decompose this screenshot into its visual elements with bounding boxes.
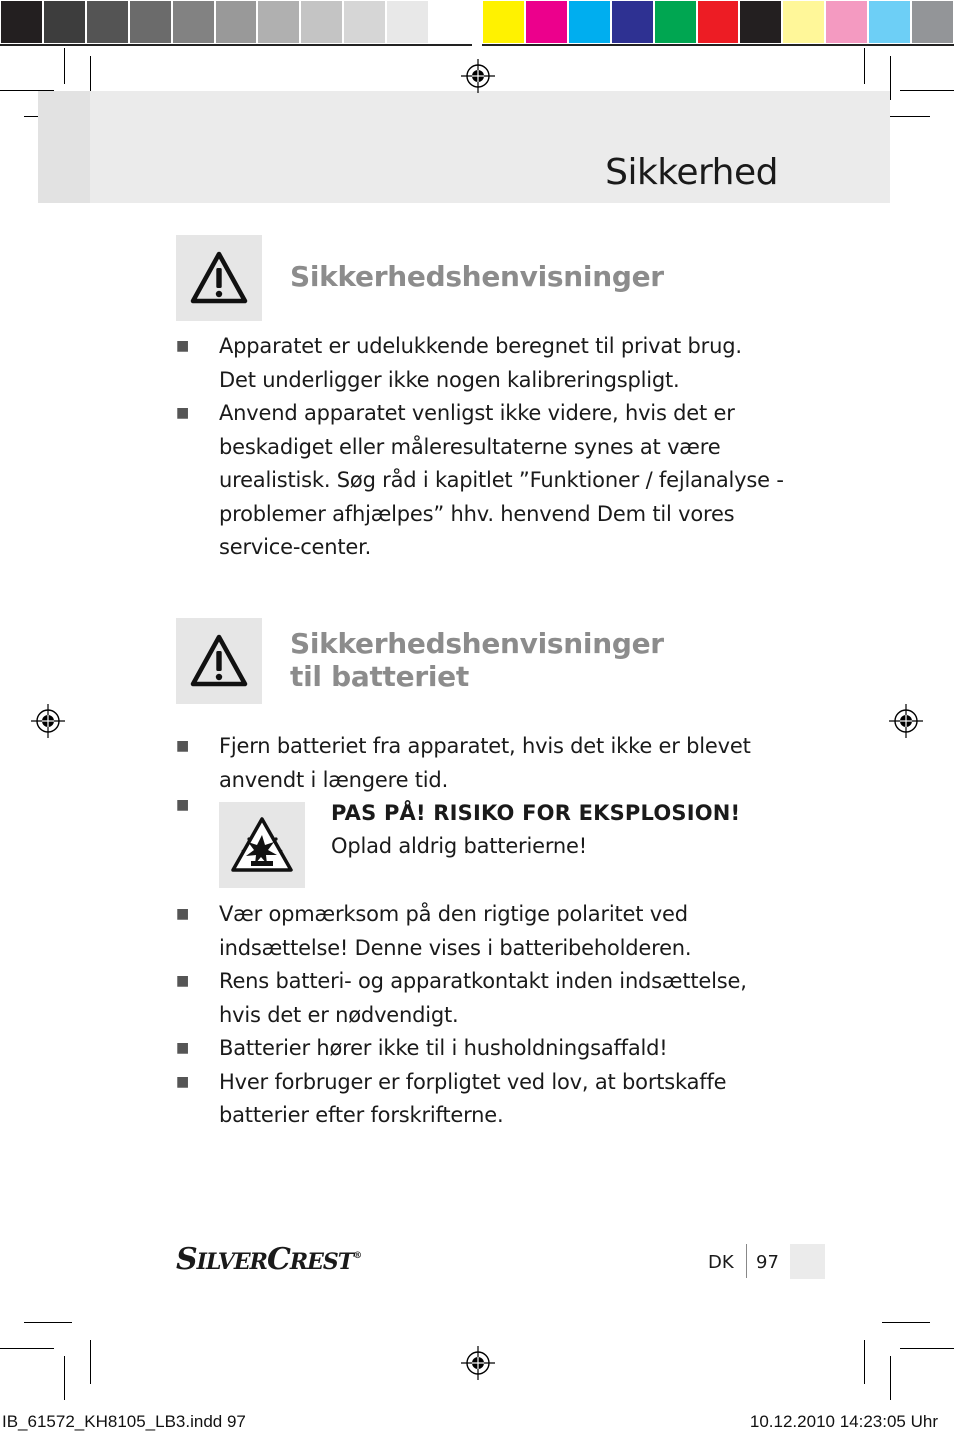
process-color-bar xyxy=(482,0,954,46)
color-swatch xyxy=(911,0,954,44)
bullet: ■ xyxy=(176,1040,190,1056)
registration-mark-icon xyxy=(31,704,65,738)
color-swatch xyxy=(825,0,868,44)
crop-mark xyxy=(24,1322,72,1323)
warning-triangle-icon xyxy=(189,633,249,689)
color-swatch xyxy=(868,0,911,44)
color-swatch xyxy=(611,0,654,44)
color-swatch xyxy=(739,0,782,44)
crop-mark xyxy=(64,48,65,84)
page-tab xyxy=(790,1244,825,1279)
list-item-line: Apparatet er udelukkende beregnet til privat brug. xyxy=(219,334,742,358)
color-swatch xyxy=(782,0,825,44)
section-heading-line1: Sikkerhedshenvisninger xyxy=(290,627,664,660)
explosion-hazard-icon xyxy=(229,815,295,875)
list-item-line: indsættelse! Denne vises i batteribeholderen. xyxy=(219,935,692,960)
gray-swatch xyxy=(86,0,129,44)
crop-mark xyxy=(90,1340,91,1384)
bullet: ■ xyxy=(176,1073,190,1090)
section-heading-line2: til batteriet xyxy=(290,660,469,693)
list-item-line: batterier efter forskrifterne. xyxy=(219,1103,504,1127)
list-item-line: Rens batteri- og apparatkontakt inden indsættelse, xyxy=(219,969,747,993)
bullet: ■ xyxy=(176,973,190,989)
explosion-warning-title: PAS PÅ! RISIKO FOR EKSPLOSION! xyxy=(331,801,741,825)
battery-list xyxy=(176,898,796,1133)
color-swatch xyxy=(654,0,697,44)
list-item-line: anvendt i længere tid. xyxy=(219,767,449,792)
crop-mark xyxy=(890,1356,891,1400)
gray-swatch xyxy=(300,0,343,44)
gray-swatch xyxy=(215,0,258,44)
list-item xyxy=(176,330,796,397)
section-heading: Sikkerhedshenvisninger xyxy=(290,260,664,293)
color-swatch xyxy=(568,0,611,44)
registration-mark-icon xyxy=(889,704,923,738)
bullet: ■ xyxy=(176,797,190,813)
brand-letter: S xyxy=(176,1242,197,1277)
bullet: ■ xyxy=(176,738,190,754)
list-item-line: Batterier hører ikke til i husholdningsaffald! xyxy=(219,1036,668,1060)
color-swatch xyxy=(697,0,740,44)
list-item-line: Vær opmærksom på den rigtige polaritet ved xyxy=(219,902,688,926)
registered-mark: ® xyxy=(353,1251,362,1261)
gray-swatch xyxy=(429,0,472,44)
list-item xyxy=(176,397,796,565)
battery-list xyxy=(176,730,796,797)
list-item xyxy=(176,965,796,1032)
slug-timestamp: 10.12.2010 14:23:05 Uhr xyxy=(749,1412,938,1431)
brand-letter: C xyxy=(266,1242,290,1277)
gray-swatch xyxy=(343,0,386,44)
header-band-edge xyxy=(38,91,90,203)
bullet: ■ xyxy=(176,338,190,354)
list-item-line: problemer afhjælpes” hhv. henvend Dem til vores xyxy=(219,501,735,526)
crop-mark xyxy=(882,1322,930,1323)
list-item xyxy=(176,1032,796,1066)
gray-swatch xyxy=(172,0,215,44)
registration-mark-icon xyxy=(461,59,495,93)
safety-list xyxy=(176,330,796,565)
crop-mark xyxy=(0,1348,54,1349)
slug-filename: IB_61572_KH8105_LB3.indd 97 xyxy=(2,1412,246,1431)
list-item-line: hvis det er nødvendigt. xyxy=(219,1002,459,1027)
list-item-line: service-center. xyxy=(219,535,372,559)
list-item-line: beskadiget eller måleresultaterne synes at være xyxy=(219,434,721,459)
page-number: 97 xyxy=(756,1252,779,1273)
crop-mark xyxy=(64,1356,65,1400)
list-item-line: Hver forbruger er forpligtet ved lov, at bortskaffe xyxy=(219,1069,727,1094)
gray-swatch xyxy=(0,0,43,44)
bullet: ■ xyxy=(176,906,190,922)
gray-swatch xyxy=(129,0,172,44)
page-divider xyxy=(746,1244,747,1278)
gray-color-bar xyxy=(0,0,472,46)
bullet: ■ xyxy=(176,405,190,421)
brand-logo xyxy=(176,1242,361,1277)
explosion-warning-text: Oplad aldrig batterierne! xyxy=(331,834,587,858)
list-item xyxy=(176,1066,796,1133)
color-swatch xyxy=(482,0,525,44)
gray-swatch xyxy=(257,0,300,44)
crop-mark xyxy=(864,48,865,84)
list-item xyxy=(176,898,796,965)
crop-mark xyxy=(900,1348,954,1349)
list-item-line: urealistisk. Søg råd i kapitlet ”Funktioner / fejlanalyse - xyxy=(219,468,784,492)
list-item-line: Anvend apparatet venligst ikke videre, hvis det er xyxy=(219,401,735,425)
crop-mark xyxy=(890,56,891,100)
registration-mark-icon xyxy=(461,1346,495,1380)
language-code: DK xyxy=(708,1252,734,1273)
brand-letters: REST xyxy=(289,1249,354,1275)
crop-mark xyxy=(864,1340,865,1384)
gray-swatch xyxy=(43,0,86,44)
list-item-line: Fjern batteriet fra apparatet, hvis det ikke er blevet xyxy=(219,734,751,758)
explosion-icon-box xyxy=(219,802,305,888)
warning-icon-box xyxy=(176,618,262,704)
gray-swatch xyxy=(386,0,429,44)
section-heading xyxy=(290,627,664,693)
color-swatch xyxy=(525,0,568,44)
brand-letters: ILVER xyxy=(196,1249,267,1275)
list-item-line: Det underligger ikke nogen kalibreringspligt. xyxy=(219,367,680,392)
list-item xyxy=(176,730,796,797)
page-title: Sikkerhed xyxy=(605,152,778,193)
warning-icon-box xyxy=(176,235,262,321)
crop-mark xyxy=(900,90,954,91)
warning-triangle-icon xyxy=(189,250,249,306)
